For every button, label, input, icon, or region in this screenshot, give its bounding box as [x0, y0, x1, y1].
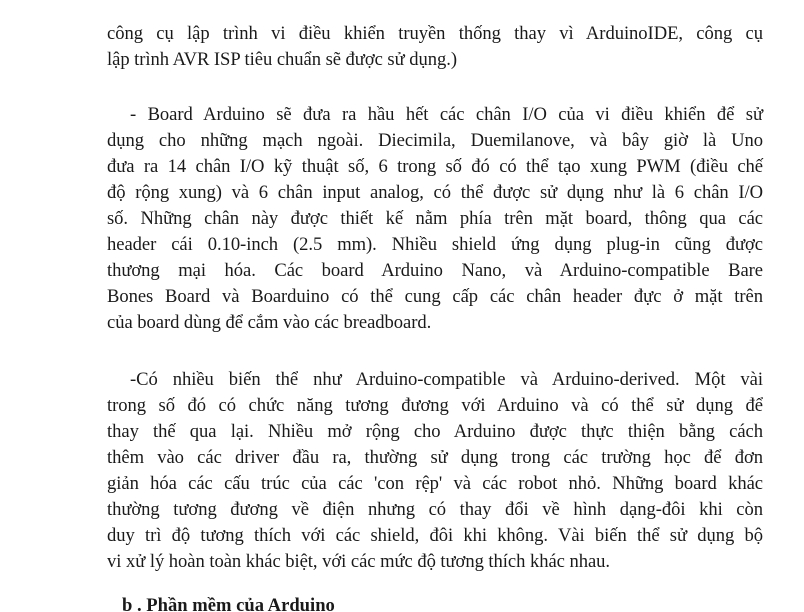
text-line: của board dùng để cắm vào các breadboard. — [107, 312, 432, 333]
text-line: giản hóa các cấu trúc của các 'con rệp' và các robot nhỏ. Những board khác — [107, 473, 763, 494]
text-line: đưa ra 14 chân I/O kỹ thuật số, 6 trong số đó có thể tạo xung PWM (điều chế — [107, 156, 763, 177]
text-line: -Có nhiều biến thể như Arduino-compatible và Arduino-derived. Một vài — [130, 369, 763, 390]
text-line: Bones Board và Boarduino có thể cung cấp các chân header đực ở mặt trên — [107, 286, 763, 307]
text-line: thương mại hóa. Các board Arduino Nano, và Arduino-compatible Bare — [107, 260, 763, 281]
section-heading: b . Phần mềm của Arduino — [122, 595, 335, 612]
text-line: duy trì độ tương thích với các shield, đôi khi không. Vài biến thể sử dụng bộ — [107, 525, 763, 546]
text-line: vi xử lý hoàn toàn khác biệt, với các mức độ tương thích khác nhau. — [107, 551, 610, 572]
text-line: thêm vào các driver đầu ra, thường sử dụng trong các trường học để đơn — [107, 447, 763, 468]
text-line: số. Những chân này được thiết kế nằm phía trên mặt board, thông qua các — [107, 208, 763, 229]
text-line: dụng cho những mạch ngoài. Diecimila, Duemilanove, và bây giờ là Uno — [107, 130, 763, 151]
text-line: thay thế qua lại. Nhiều mở rộng cho Arduino được thực thiện bằng cách — [107, 421, 763, 442]
text-line: trong số đó có chức năng tương đương với Arduino và có thể sử dụng để — [107, 395, 763, 416]
text-line: độ rộng xung) và 6 chân input analog, có thể được sử dụng như là 6 chân I/O — [107, 182, 763, 203]
text-line: lập trình AVR ISP tiêu chuẩn sẽ được sử dụng.) — [107, 49, 457, 70]
text-line: công cụ lập trình vi điều khiển truyền thống thay vì ArduinoIDE, công cụ — [107, 23, 763, 44]
text-line: thường tương đương về điện nhưng có thay đổi về hình dạng-đôi khi còn — [107, 499, 763, 520]
text-line: - Board Arduino sẽ đưa ra hầu hết các chân I/O của vi điều khiển để sử — [130, 104, 763, 125]
text-line: header cái 0.10-inch (2.5 mm). Nhiều shield ứng dụng plug-in cũng được — [107, 234, 763, 255]
